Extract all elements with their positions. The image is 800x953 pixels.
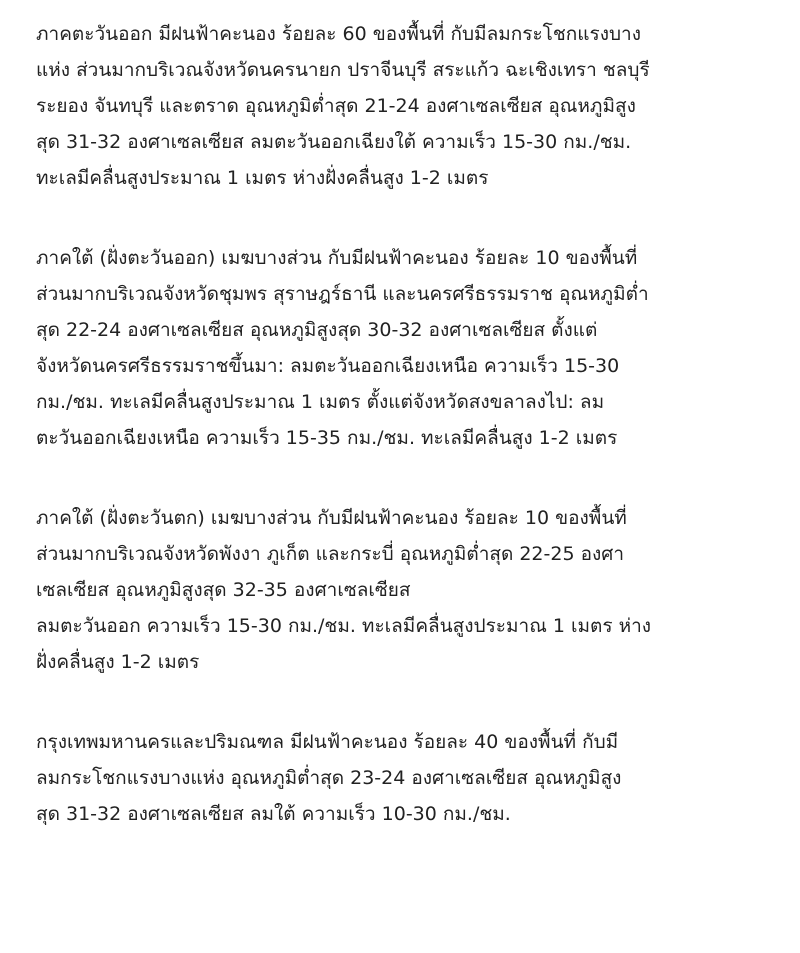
- paragraph-line: ฝั่งคลื่นสูง 1-2 เมตร: [36, 651, 200, 673]
- paragraph-line: ส่วนมากบริเวณจังหวัดชุมพร สุราษฎร์ธานี และนครศรีธรรมราช อุณหภูมิต่ำ: [36, 283, 649, 305]
- paragraph-line: ระยอง จันทบุรี และตราด อุณหภูมิต่ำสุด 21-24 องศาเซลเซียส อุณหภูมิสูง: [36, 95, 636, 117]
- paragraph-line: ภาคใต้ (ฝั่งตะวันออก) เมฆบางส่วน กับมีฝนฟ้าคะนอง ร้อยละ 10 ของพื้นที่: [36, 247, 638, 269]
- paragraph-line: สุด 22-24 องศาเซลเซียส อุณหภูมิสูงสุด 30-32 องศาเซลเซียส ตั้งแต่: [36, 319, 598, 341]
- paragraph-south-west-coast: [36, 500, 766, 680]
- paragraph-line: เซลเซียส อุณหภูมิสูงสุด 32-35 องศาเซลเซียส: [36, 579, 411, 601]
- paragraph-line: ตะวันออกเฉียงเหนือ ความเร็ว 15-35 กม./ชม. ทะเลมีคลื่นสูง 1-2 เมตร: [36, 427, 618, 449]
- paragraph-south-east-coast: [36, 240, 766, 456]
- paragraph-line: ภาคตะวันออก มีฝนฟ้าคะนอง ร้อยละ 60 ของพื้นที่ กับมีลมกระโชกแรงบาง: [36, 23, 641, 45]
- paragraph-line: ส่วนมากบริเวณจังหวัดพังงา ภูเก็ต และกระบี่ อุณหภูมิต่ำสุด 22-25 องศา: [36, 543, 625, 565]
- paragraph-line: กรุงเทพมหานครและปริมณฑล มีฝนฟ้าคะนอง ร้อยละ 40 ของพื้นที่ กับมี: [36, 731, 619, 753]
- paragraph-line: แห่ง ส่วนมากบริเวณจังหวัดนครนายก ปราจีนบุรี สระแก้ว ฉะเชิงเทรา ชลบุรี: [36, 59, 650, 81]
- paragraph-line: กม./ชม. ทะเลมีคลื่นสูงประมาณ 1 เมตร ตั้งแต่จังหวัดสงขลาลงไป: ลม: [36, 391, 605, 413]
- paragraph-east: [36, 16, 766, 196]
- paragraph-line: ภาคใต้ (ฝั่งตะวันตก) เมฆบางส่วน กับมีฝนฟ้าคะนอง ร้อยละ 10 ของพื้นที่: [36, 507, 627, 529]
- paragraph-line: ทะเลมีคลื่นสูงประมาณ 1 เมตร ห่างฝั่งคลื่นสูง 1-2 เมตร: [36, 167, 489, 189]
- paragraph-line: จังหวัดนครศรีธรรมราชขึ้นมา: ลมตะวันออกเฉียงเหนือ ความเร็ว 15-30: [36, 355, 620, 377]
- paragraph-line: สุด 31-32 องศาเซลเซียส ลมใต้ ความเร็ว 10-30 กม./ชม.: [36, 803, 511, 825]
- paragraph-line: สุด 31-32 องศาเซลเซียส ลมตะวันออกเฉียงใต้ ความเร็ว 15-30 กม./ชม.: [36, 131, 632, 153]
- paragraph-bangkok: [36, 724, 766, 832]
- paragraph-line: ลมตะวันออก ความเร็ว 15-30 กม./ชม. ทะเลมีคลื่นสูงประมาณ 1 เมตร ห่าง: [36, 615, 652, 637]
- paragraph-line: ลมกระโชกแรงบางแห่ง อุณหภูมิต่ำสุด 23-24 องศาเซลเซียส อุณหภูมิสูง: [36, 767, 622, 789]
